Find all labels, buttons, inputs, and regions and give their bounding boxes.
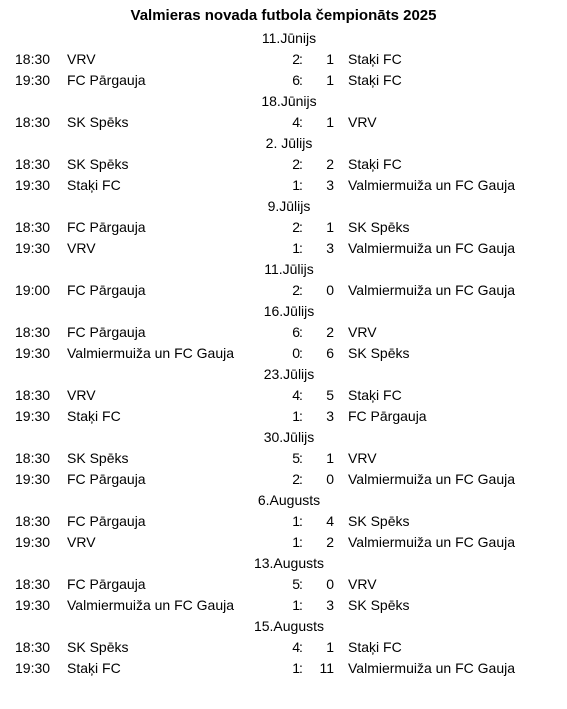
away-team: Valmiermuiža un FC Gauja [348,177,516,193]
away-team: Valmiermuiža un FC Gauja [348,282,516,298]
away-score: 3 [326,597,334,613]
home-team: Staķi FC [67,660,121,676]
away-team: Valmiermuiža un FC Gauja [348,240,516,256]
round-date-row [0,301,567,322]
away-team: FC Pārgauja [348,408,427,424]
match-row [0,217,567,238]
home-team: VRV [67,387,96,403]
away-team: Valmiermuiža un FC Gauja [348,534,516,550]
match-time: 18:30 [15,219,51,235]
home-team: VRV [67,51,96,67]
match-time: 18:30 [15,576,51,592]
home-team: Valmiermuiža un FC Gauja [67,345,235,361]
score-separator: : [299,51,303,67]
match-time: 18:30 [15,639,51,655]
away-team: Staķi FC [348,156,402,172]
home-score: 4 [292,114,300,130]
match-time: 18:30 [15,114,51,130]
schedule-list [0,28,567,679]
home-team: FC Pārgauja [67,282,146,298]
round-date: 15.Augusts [253,618,325,634]
away-score: 4 [326,513,334,529]
away-score: 1 [326,450,334,466]
round-date-row [0,91,567,112]
away-score: 0 [326,282,334,298]
score-separator: : [299,219,303,235]
score-separator: : [299,597,303,613]
match-row [0,574,567,595]
round-date-row [0,196,567,217]
home-score: 1 [292,240,300,256]
home-team: FC Pārgauja [67,219,146,235]
home-score: 5 [292,450,300,466]
score-separator: : [299,660,303,676]
home-score: 4 [292,387,300,403]
match-row [0,406,567,427]
home-team: VRV [67,534,96,550]
round-date: 13.Augusts [253,555,325,571]
away-team: Staķi FC [348,639,402,655]
away-team: VRV [348,114,377,130]
home-score: 2 [292,471,300,487]
away-team: Staķi FC [348,72,402,88]
score-separator: : [299,534,303,550]
home-team: SK Spēks [67,114,129,130]
match-time: 18:30 [15,324,51,340]
home-team: SK Spēks [67,450,129,466]
home-score: 2 [292,282,300,298]
away-score: 1 [326,51,334,67]
away-score: 3 [326,177,334,193]
round-date: 9.Jūlijs [267,198,311,214]
match-time: 18:30 [15,156,51,172]
home-score: 1 [292,177,300,193]
match-row [0,322,567,343]
home-score: 1 [292,408,300,424]
away-team: SK Spēks [348,219,410,235]
match-row [0,448,567,469]
away-team: VRV [348,324,377,340]
match-row [0,49,567,70]
round-date: 23.Jūlijs [263,366,315,382]
match-time: 18:30 [15,387,51,403]
home-score: 6 [292,324,300,340]
match-row [0,175,567,196]
match-row [0,154,567,175]
match-time: 19:00 [15,282,51,298]
score-separator: : [299,324,303,340]
score-separator: : [299,513,303,529]
round-date-row [0,259,567,280]
match-row [0,343,567,364]
home-score: 2 [292,156,300,172]
round-date: 18.Jūnijs [261,93,317,109]
away-score: 5 [326,387,334,403]
round-date-row [0,427,567,448]
home-team: Staķi FC [67,408,121,424]
home-team: Staķi FC [67,177,121,193]
match-row [0,532,567,553]
score-separator: : [299,156,303,172]
away-team: Staķi FC [348,51,402,67]
away-score: 11 [319,660,334,676]
page-title: Valmieras novada futbola čempionāts 2025 [130,7,437,24]
match-time: 19:30 [15,660,51,676]
home-score: 4 [292,639,300,655]
round-date-row [0,364,567,385]
match-time: 19:30 [15,597,51,613]
away-score: 1 [326,72,334,88]
away-team: Valmiermuiža un FC Gauja [348,471,516,487]
round-date: 2. Jūlijs [265,135,313,151]
round-date: 6.Augusts [257,492,321,508]
match-time: 19:30 [15,408,51,424]
away-score: 1 [326,219,334,235]
away-score: 3 [326,240,334,256]
home-team: FC Pārgauja [67,324,146,340]
home-team: SK Spēks [67,639,129,655]
score-separator: : [299,72,303,88]
match-row [0,469,567,490]
round-date-row [0,490,567,511]
score-separator: : [299,240,303,256]
match-time: 18:30 [15,513,51,529]
match-row [0,637,567,658]
away-score: 6 [326,345,334,361]
score-separator: : [299,408,303,424]
round-date-row [0,616,567,637]
home-team: FC Pārgauja [67,513,146,529]
away-team: VRV [348,450,377,466]
match-row [0,70,567,91]
score-separator: : [299,177,303,193]
away-score: 1 [326,114,334,130]
match-time: 19:30 [15,345,51,361]
match-row [0,280,567,301]
home-score: 1 [292,513,300,529]
away-score: 1 [326,639,334,655]
away-team: VRV [348,576,377,592]
match-row [0,511,567,532]
match-time: 19:30 [15,471,51,487]
round-date-row [0,133,567,154]
away-score: 2 [326,156,334,172]
away-score: 0 [326,576,334,592]
home-score: 2 [292,51,300,67]
round-date-row [0,28,567,49]
away-team: SK Spēks [348,345,410,361]
match-time: 18:30 [15,450,51,466]
score-separator: : [299,282,303,298]
match-row [0,658,567,679]
match-time: 19:30 [15,240,51,256]
home-team: FC Pārgauja [67,72,146,88]
home-team: SK Spēks [67,156,129,172]
match-row [0,238,567,259]
home-team: VRV [67,240,96,256]
away-score: 0 [326,471,334,487]
home-team: FC Pārgauja [67,471,146,487]
match-row [0,595,567,616]
match-row [0,112,567,133]
away-score: 2 [326,324,334,340]
home-team: Valmiermuiža un FC Gauja [67,597,235,613]
round-date: 11.Jūnijs [261,30,317,46]
home-score: 1 [292,660,300,676]
match-time: 19:30 [15,72,51,88]
away-team: SK Spēks [348,513,410,529]
home-score: 2 [292,219,300,235]
round-date: 16.Jūlijs [263,303,315,319]
away-score: 2 [326,534,334,550]
score-separator: : [299,639,303,655]
score-separator: : [299,387,303,403]
match-row [0,385,567,406]
match-time: 18:30 [15,51,51,67]
home-score: 1 [292,534,300,550]
score-separator: : [299,576,303,592]
match-time: 19:30 [15,177,51,193]
away-team: SK Spēks [348,597,410,613]
away-team: Staķi FC [348,387,402,403]
score-separator: : [299,471,303,487]
away-team: Valmiermuiža un FC Gauja [348,660,516,676]
score-separator: : [299,114,303,130]
match-time: 19:30 [15,534,51,550]
round-date: 30.Jūlijs [263,429,315,445]
score-separator: : [299,345,303,361]
round-date: 11.Jūlijs [264,261,314,277]
away-score: 3 [326,408,334,424]
round-date-row [0,553,567,574]
home-team: FC Pārgauja [67,576,146,592]
home-score: 6 [292,72,300,88]
home-score: 5 [292,576,300,592]
home-score: 0 [292,345,300,361]
score-separator: : [299,450,303,466]
home-score: 1 [292,597,300,613]
